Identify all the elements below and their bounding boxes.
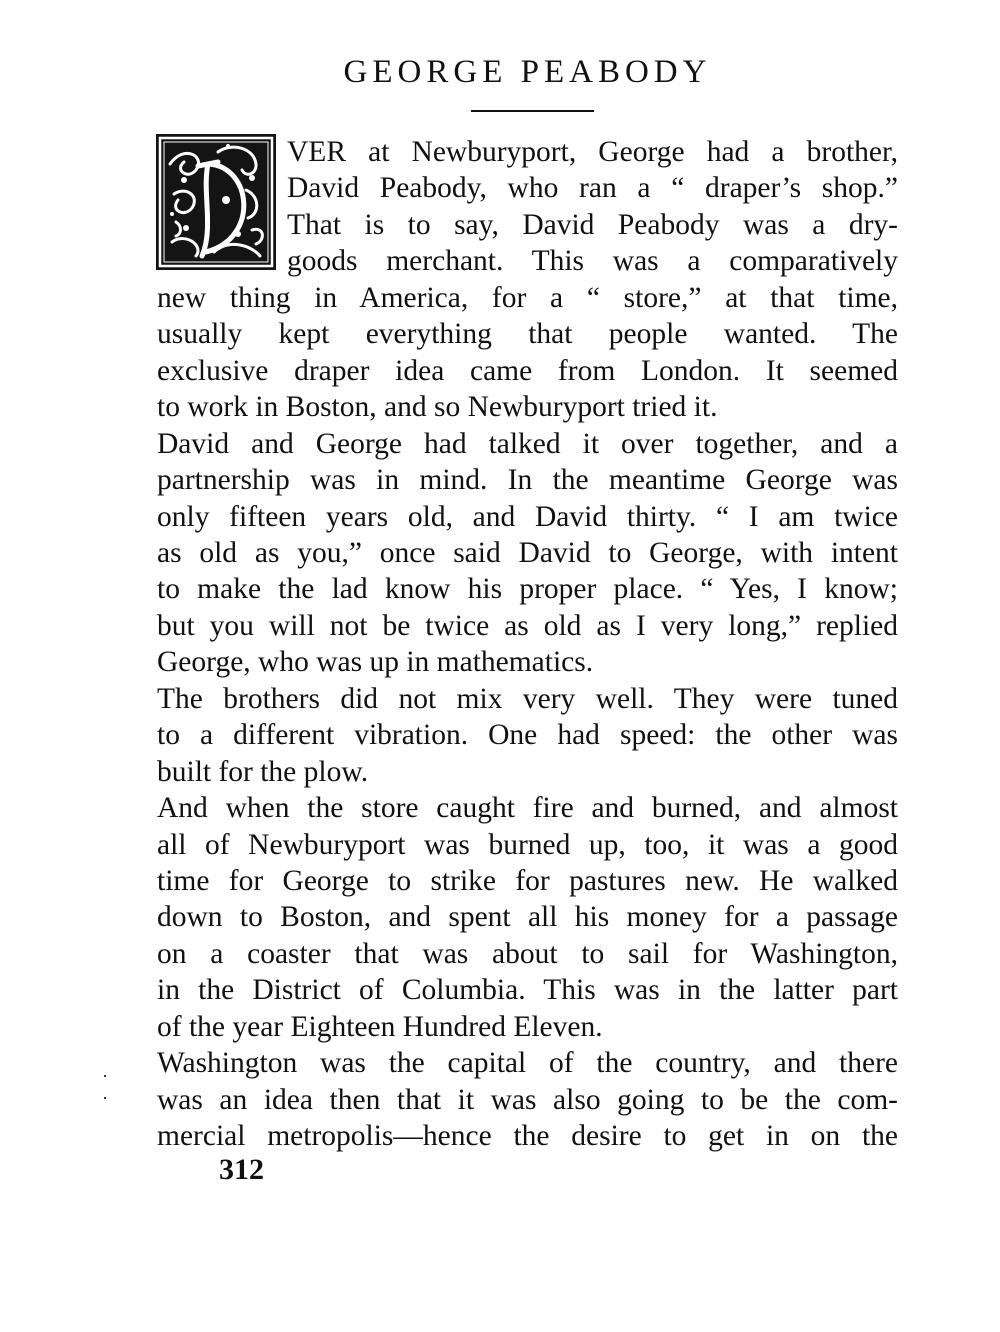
- text-line: but you will not be twice as old as I very long,” replied: [157, 610, 898, 642]
- text-line: all of Newburyport was burned up, too, it was a good: [157, 829, 898, 861]
- text-line: time for George to strike for pastures new. He walked: [157, 865, 898, 897]
- decorated-initial-d: [156, 134, 276, 270]
- text-line: in the District of Columbia. This was in the latter part: [157, 974, 898, 1006]
- running-head: GEORGE PEABODY: [343, 54, 712, 90]
- text-line: to make the lad know his proper place. “ Yes, I know;: [157, 573, 898, 605]
- text-line: David Peabody, who ran a “ draper’s shop.”: [287, 172, 898, 204]
- text-line: on a coaster that was about to sail for Washington,: [157, 938, 898, 970]
- text-line: exclusive draper idea came from London. It seemed: [157, 355, 898, 387]
- text-line: to work in Boston, and so Newburyport tried it.: [157, 391, 718, 423]
- scan-speck: [104, 1075, 106, 1077]
- text-line: usually kept everything that people wanted. The: [157, 318, 898, 350]
- text-line: VER at Newburyport, George had a brother,: [287, 136, 898, 168]
- text-line: The brothers did not mix very well. They were tuned: [157, 683, 898, 715]
- scan-speck: [104, 1097, 106, 1099]
- text-line: David and George had talked it over together, and a: [157, 428, 898, 460]
- text-line: new thing in America, for a “ store,” at that time,: [157, 282, 898, 314]
- text-line: That is to say, David Peabody was a dry-: [287, 209, 898, 241]
- page-number: 312: [219, 1153, 264, 1186]
- text-line: was an idea then that it was also going to be the com-: [157, 1084, 898, 1116]
- text-line: only fifteen years old, and David thirty. “ I am twice: [157, 501, 898, 533]
- text-line: George, who was up in mathematics.: [157, 646, 594, 678]
- text-line: to a different vibration. One had speed: the other was: [157, 719, 898, 751]
- text-line: as old as you,” once said David to George, with intent: [157, 537, 898, 569]
- text-line: Washington was the capital of the country, and there: [157, 1047, 898, 1079]
- text-line: goods merchant. This was a comparatively: [287, 245, 898, 277]
- text-line: of the year Eighteen Hundred Eleven.: [157, 1011, 603, 1043]
- text-line: And when the store caught fire and burned, and almost: [157, 792, 898, 824]
- text-line: mercial metropolis—hence the desire to get in on the: [157, 1120, 898, 1152]
- text-line: down to Boston, and spent all his money for a passage: [157, 901, 898, 933]
- head-rule: [471, 110, 594, 112]
- text-line: built for the plow.: [157, 756, 369, 788]
- text-line: partnership was in mind. In the meantime George was: [157, 464, 898, 496]
